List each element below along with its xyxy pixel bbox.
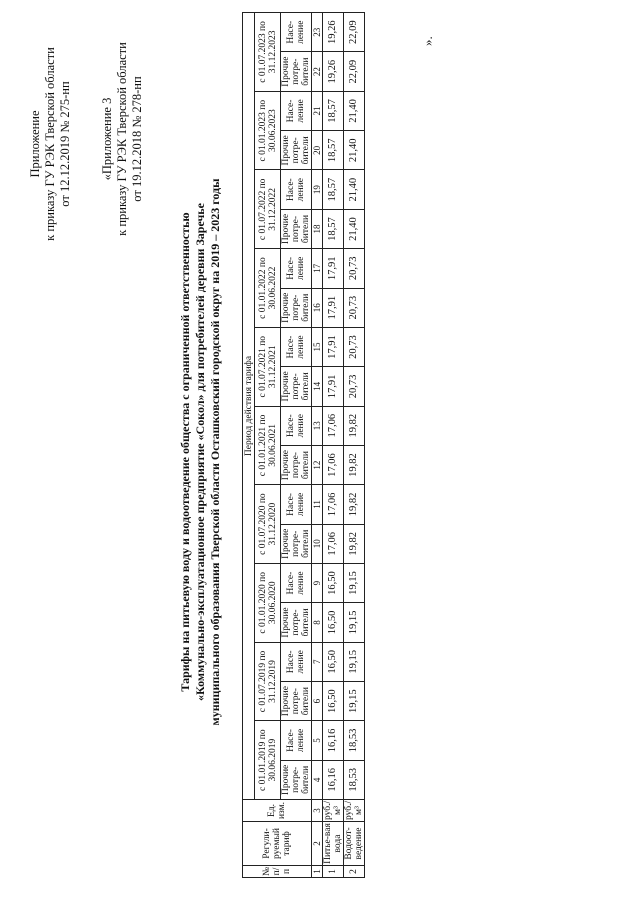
- column-number: 22: [312, 52, 323, 91]
- column-number: 21: [312, 91, 323, 130]
- tariff-value: 18,57: [323, 209, 344, 248]
- column-number: 9: [312, 563, 323, 602]
- header-tariff: Регули-руемый тариф: [243, 822, 312, 866]
- title-line-3: муниципального образования Тверской области Осташковский городской округ на 2019 – 2023 годы: [208, 178, 222, 726]
- period-header-10: с 01.07.2023 по 31.12.2023: [255, 13, 281, 92]
- subheader-other: Прочие потре-бители: [281, 603, 312, 642]
- subheader-population: Насе-ление: [281, 563, 312, 602]
- tariff-value: 18,57: [323, 91, 344, 130]
- column-number: 10: [312, 524, 323, 563]
- header-period: Период действия тарифа: [243, 13, 255, 800]
- column-number: 1: [312, 866, 323, 878]
- tariff-value: 16,50: [323, 563, 344, 602]
- column-number: 16: [312, 288, 323, 327]
- subheader-population: Насе-ление: [281, 170, 312, 209]
- tariff-value: 16,16: [323, 760, 344, 799]
- tariff-value: 20,73: [344, 367, 365, 406]
- tariff-value: 16,50: [323, 642, 344, 681]
- tariff-value: 19,82: [344, 445, 365, 484]
- appendix-3-header: [100, 14, 145, 264]
- closing-mark: ».: [420, 36, 435, 46]
- column-number: 19: [312, 170, 323, 209]
- period-header-2: с 01.07.2019 по 31.12.2019: [255, 642, 281, 721]
- tariff-value: 21,40: [344, 91, 365, 130]
- subheader-population: Насе-ление: [281, 642, 312, 681]
- column-number: 4: [312, 760, 323, 799]
- tariff-value: 20,73: [344, 288, 365, 327]
- column-number: 7: [312, 642, 323, 681]
- row-number: 1: [323, 866, 344, 878]
- column-number: 12: [312, 445, 323, 484]
- tariff-value: 21,40: [344, 209, 365, 248]
- period-header-9: с 01.01.2023 по 30.06.2023: [255, 91, 281, 170]
- row-unit: руб./м³: [323, 800, 343, 820]
- appendix3-line-2: к приказу ГУ РЭК Тверской области: [115, 42, 129, 236]
- period-header-3: с 01.01.2020 по 30.06.2020: [255, 563, 281, 642]
- document-title: [178, 0, 223, 904]
- tariff-value: 17,06: [323, 524, 344, 563]
- appendix-line-2: к приказу ГУ РЭК Тверской области: [43, 47, 57, 241]
- column-number: 11: [312, 485, 323, 524]
- subheader-population: Насе-ление: [281, 327, 312, 366]
- row-tariff-name: Питье-вая вода: [323, 823, 343, 864]
- header-unit: Ед. изм.: [243, 800, 312, 822]
- period-header-5: с 01.01.2021 по 30.06.2021: [255, 406, 281, 485]
- appendix-line-3: от 12.12.2019 № 275-нп: [58, 81, 72, 207]
- table-row: [344, 13, 365, 878]
- appendix-header: [28, 24, 73, 264]
- tariff-value: 16,16: [323, 721, 344, 760]
- subheader-other: Прочие потре-бители: [281, 681, 312, 720]
- tariff-value: 19,15: [344, 642, 365, 681]
- tariff-value: 20,73: [344, 249, 365, 288]
- row-tariff-name: Водоот-ведение: [344, 822, 365, 866]
- subheader-other: Прочие потре-бители: [281, 445, 312, 484]
- row-unit: руб./м³: [344, 800, 364, 820]
- tariff-value: 18,57: [323, 131, 344, 170]
- appendix3-line-3: от 19.12.2018 № 278-нп: [130, 76, 144, 202]
- tariff-value: 19,15: [344, 563, 365, 602]
- tariff-value: 17,06: [323, 406, 344, 445]
- tariff-value: 19,15: [344, 681, 365, 720]
- subheader-population: Насе-ление: [281, 249, 312, 288]
- period-header-7: с 01.01.2022 по 30.06.2022: [255, 249, 281, 328]
- tariff-value: 18,53: [344, 721, 365, 760]
- subheader-other: Прочие потре-бители: [281, 288, 312, 327]
- tariff-value: 22,09: [344, 13, 365, 52]
- period-header-4: с 01.07.2020 по 31.12.2020: [255, 485, 281, 564]
- tariff-value: 17,06: [323, 445, 344, 484]
- subheader-other: Прочие потре-бители: [281, 367, 312, 406]
- column-number: 14: [312, 367, 323, 406]
- column-number: 6: [312, 681, 323, 720]
- title-line-2: «Коммунально-эксплуатационное предприятие «Сокол» для потребителей деревни Заречье: [193, 203, 207, 701]
- tariff-value: 17,91: [323, 327, 344, 366]
- subheader-other: Прочие потре-бители: [281, 524, 312, 563]
- table-row: [323, 13, 344, 878]
- tariff-value: 19,82: [344, 524, 365, 563]
- row-number: 2: [344, 866, 365, 878]
- subheader-population: Насе-ление: [281, 721, 312, 760]
- column-number: 5: [312, 721, 323, 760]
- subheader-population: Насе-ление: [281, 485, 312, 524]
- tariff-table: [242, 12, 365, 878]
- column-number: 17: [312, 249, 323, 288]
- title-line-1: Тарифы на питьевую воду и водоотведение общества с ограниченной ответственностью: [178, 212, 192, 692]
- column-number: 20: [312, 131, 323, 170]
- tariff-value: 22,09: [344, 52, 365, 91]
- column-number: 15: [312, 327, 323, 366]
- column-number: 8: [312, 603, 323, 642]
- tariff-value: 20,73: [344, 327, 365, 366]
- subheader-population: Насе-ление: [281, 91, 312, 130]
- tariff-value: 16,50: [323, 681, 344, 720]
- column-number: 2: [312, 822, 323, 866]
- tariff-value: 19,82: [344, 485, 365, 524]
- subheader-other: Прочие потре-бители: [281, 52, 312, 91]
- tariff-value: 18,57: [323, 170, 344, 209]
- tariff-value: 17,06: [323, 485, 344, 524]
- subheader-population: Насе-ление: [281, 406, 312, 445]
- tariff-value: 19,26: [323, 52, 344, 91]
- period-header-8: с 01.07.2022 по 31.12.2022: [255, 170, 281, 249]
- subheader-other: Прочие потре-бители: [281, 131, 312, 170]
- appendix-line-1: Приложение: [28, 110, 42, 178]
- tariff-value: 19,15: [344, 603, 365, 642]
- subheader-other: Прочие потре-бители: [281, 760, 312, 799]
- tariff-value: 21,40: [344, 131, 365, 170]
- tariff-value: 18,53: [344, 760, 365, 799]
- tariff-value: 19,26: [323, 13, 344, 52]
- column-number: 13: [312, 406, 323, 445]
- tariff-value: 17,91: [323, 288, 344, 327]
- tariff-value: 17,91: [323, 249, 344, 288]
- period-header-1: с 01.01.2019 по 30.06.2019: [255, 721, 281, 800]
- subheader-population: Насе-ление: [281, 13, 312, 52]
- subheader-other: Прочие потре-бители: [281, 209, 312, 248]
- header-no: № п/п: [243, 866, 312, 878]
- column-number: 18: [312, 209, 323, 248]
- tariff-value: 17,91: [323, 367, 344, 406]
- column-number: 23: [312, 13, 323, 52]
- tariff-value: 19,82: [344, 406, 365, 445]
- tariff-value: 16,50: [323, 603, 344, 642]
- period-header-6: с 01.07.2021 по 31.12.2021: [255, 327, 281, 406]
- column-number: 3: [312, 800, 323, 822]
- appendix3-line-1: «Приложение 3: [100, 97, 114, 181]
- tariff-value: 21,40: [344, 170, 365, 209]
